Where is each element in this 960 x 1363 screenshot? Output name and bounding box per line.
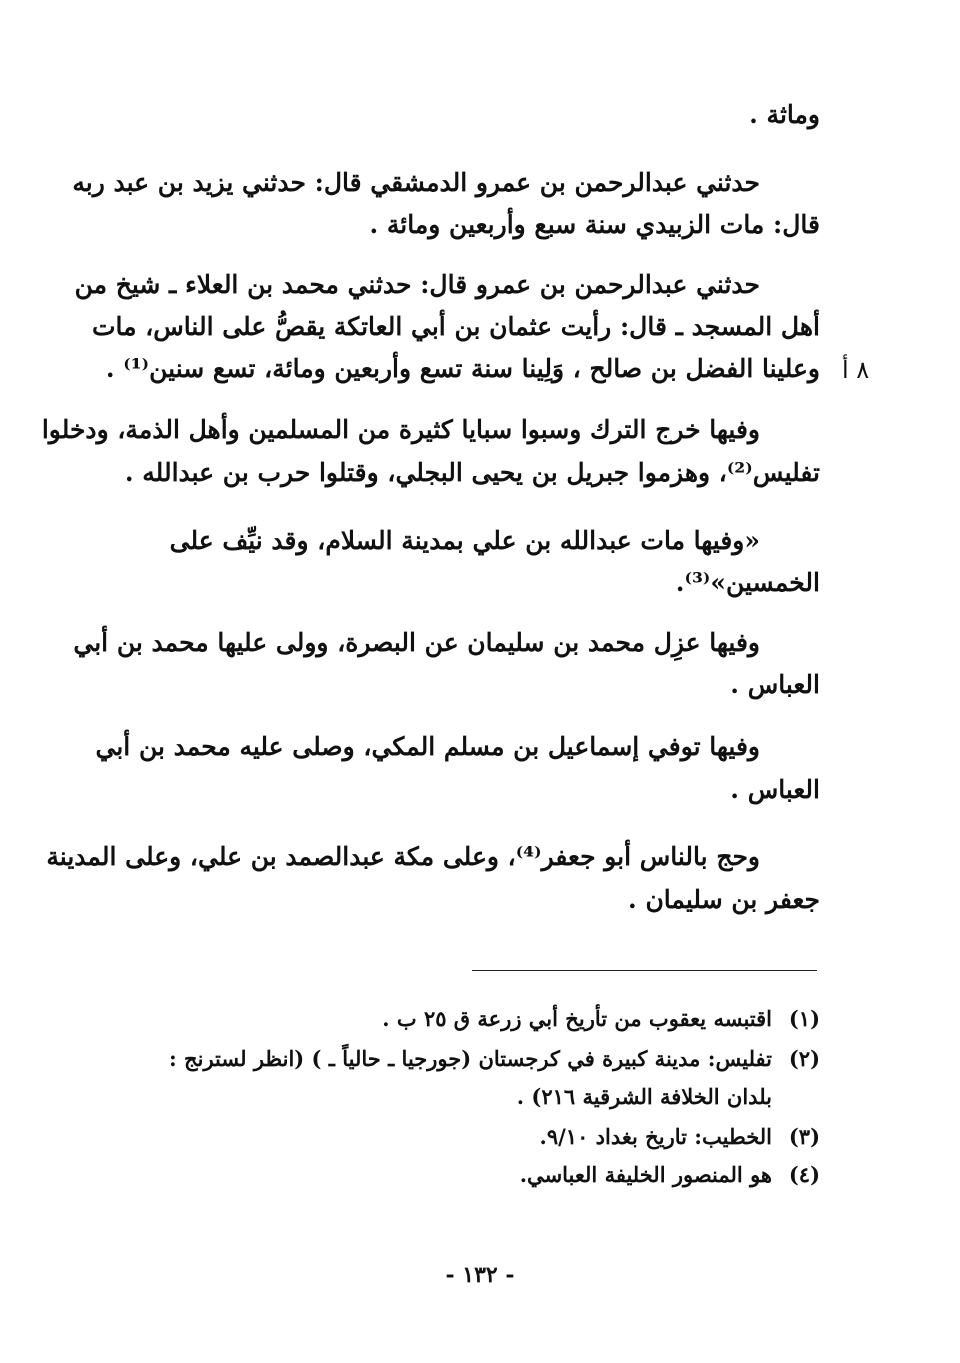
page-number: - ١٣٢ - <box>445 1262 515 1288</box>
footnote-separator <box>472 970 817 971</box>
text-line: أهل المسجد ـ قال: رأيت عثمان بن أبي العاتكة يقصُّ على الناس، مات <box>91 312 820 341</box>
footnote <box>120 1124 820 1149</box>
text-line: وفيها خرج الترك وسبوا سبايا كثيرة من المسلمين وأهل الذمة، ودخلوا <box>41 415 760 444</box>
footnote-continuation: بلدان الخلافة الشرقية ٢١٦) . <box>516 1084 772 1109</box>
text-line: «وفيها مات عبدالله بن علي بمدينة السلام، وقد نيِّف على <box>169 526 760 555</box>
text-line: قال: مات الزبيدي سنة سبع وأربعين ومائة . <box>369 210 820 239</box>
text-line: حدثني عبدالرحمن بن عمرو قال: حدثني محمد بن العلاء ـ شيخ من <box>74 270 760 299</box>
text-line: تفليس⁽²⁾، وهزموا جبريل بن يحيى البجلي، وقتلوا حرب بن عبدالله . <box>124 458 820 487</box>
margin-folio-note: ٨ أ <box>842 356 870 384</box>
text-line: وفيها عزِل محمد بن سليمان عن البصرة، وولى عليها محمد بن أبي <box>73 628 760 657</box>
text-line: وعلينا الفضل بن صالح ، وَلِينا سنة تسع وأربعين ومائة، تسع سنين⁽¹⁾ . <box>105 354 820 383</box>
footnote-number: (٤) <box>788 1162 820 1187</box>
footnote-text: الخطيب: تاريخ بغداد ٩/١٠. <box>539 1124 772 1149</box>
text-line: العباس . <box>730 670 820 699</box>
footnote-text: تفليس: مدينة كبيرة في كرجستان (جورجيا ـ حالياً ـ ) (انظر لسترنج : <box>168 1046 772 1071</box>
text-line: وماثة . <box>749 100 820 129</box>
text-line: جعفر بن سليمان . <box>628 885 820 914</box>
text-line: وفيها توفي إسماعيل بن مسلم المكي، وصلى عليه محمد بن أبي <box>95 732 760 761</box>
footnote-number: (١) <box>788 1006 820 1031</box>
footnote-text: هو المنصور الخليفة العباسي. <box>519 1162 772 1187</box>
footnote <box>120 1046 820 1071</box>
footnote <box>120 1162 820 1187</box>
text-line: العباس . <box>730 775 820 804</box>
footnote <box>120 1006 820 1031</box>
footnote-number: (٢) <box>788 1046 820 1071</box>
footnote-number: (٣) <box>788 1124 820 1149</box>
text-line: وحج بالناس أبو جعفر⁽⁴⁾، وعلى مكة عبدالصمد بن علي، وعلى المدينة <box>46 842 760 871</box>
footnote-text: اقتبسه يعقوب من تأريخ أبي زرعة ق ٢٥ ب . <box>382 1006 772 1031</box>
text-line: الخمسين»⁽³⁾. <box>675 568 820 597</box>
text-line: حدثني عبدالرحمن بن عمرو الدمشقي قال: حدثني يزيد بن عبد ربه <box>72 168 760 197</box>
